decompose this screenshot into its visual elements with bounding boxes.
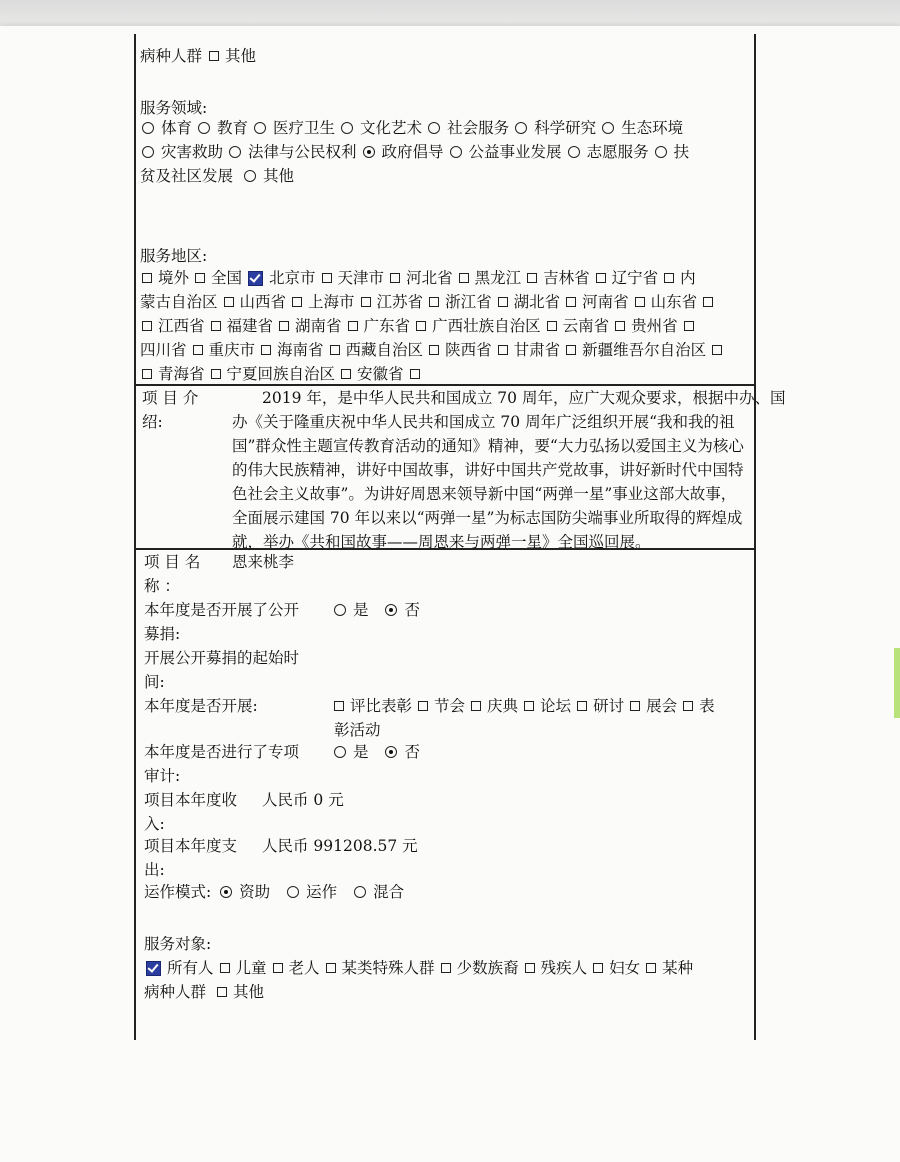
region-checkbox[interactable] <box>410 369 420 379</box>
region-label: 四川省 <box>140 341 187 359</box>
service-field-label: 贫及社区发展 <box>140 167 234 185</box>
region-label: 江苏省 <box>376 293 424 311</box>
region-checkbox[interactable] <box>142 321 152 331</box>
region-checkbox[interactable] <box>635 297 645 307</box>
service-field-radio[interactable] <box>655 146 667 158</box>
region-checkbox[interactable] <box>142 273 152 283</box>
service-regions-line-5 <box>140 362 426 386</box>
target-label: 某类特殊人群 <box>341 959 435 977</box>
public-no-label: 否 <box>404 601 420 619</box>
service-field-radio[interactable] <box>142 122 154 134</box>
service-field-radio[interactable] <box>254 122 266 134</box>
region-label: 湖南省 <box>295 317 342 335</box>
service-regions-line-3 <box>140 314 700 338</box>
service-targets-line-1 <box>144 956 693 980</box>
service-field-label: 文化艺术 <box>360 119 423 137</box>
region-checkbox[interactable] <box>142 369 152 379</box>
region-label: 河南省 <box>582 293 629 311</box>
region-label: 黑龙江 <box>474 269 522 287</box>
service-field-label: 教育 <box>217 119 249 137</box>
service-field-radio[interactable] <box>142 146 154 158</box>
region-label: 上海市 <box>308 293 355 311</box>
intro-line: 办《关于隆重庆祝中华人民共和国成立 70 周年广泛组织开展“我和我的祖 <box>232 413 735 431</box>
form-table <box>134 34 786 1040</box>
region-label: 辽宁省 <box>611 269 659 287</box>
region-checkbox[interactable] <box>684 321 694 331</box>
region-label: 新疆维吾尔自治区 <box>582 341 707 359</box>
project-name-value: 恩来桃李 <box>232 553 295 571</box>
service-regions-line-1 <box>140 266 696 290</box>
income-label-1: 项目本年度收 <box>144 791 238 809</box>
region-checkbox[interactable] <box>330 345 340 355</box>
public-yes-label: 是 <box>353 601 369 619</box>
public-fundraising-options <box>332 598 420 622</box>
service-field-radio[interactable] <box>341 122 353 134</box>
income-value: 人民币 0 元 <box>262 791 344 809</box>
project-name-label-2: 称 ： <box>144 577 180 595</box>
events-line2: 彰活动 <box>334 721 381 739</box>
region-checkbox[interactable] <box>566 297 576 307</box>
target-label: 某种 <box>662 959 694 977</box>
events-label: 本年度是否开展: <box>144 697 258 715</box>
region-checkbox[interactable] <box>664 273 674 283</box>
service-field-radio[interactable] <box>602 122 614 134</box>
region-checkbox[interactable] <box>211 369 221 379</box>
top-other-label: 其他 <box>224 47 256 65</box>
region-label: 山东省 <box>650 293 698 311</box>
intro-text <box>232 386 786 554</box>
target-other-checkbox[interactable] <box>217 987 227 997</box>
target-other-label: 其他 <box>232 983 264 1001</box>
service-field-label: 科学研究 <box>534 119 597 137</box>
service-field-label: 灾害救助 <box>161 143 224 161</box>
target-label: 所有人 <box>167 959 214 977</box>
service-field-radio[interactable] <box>244 170 256 182</box>
intro-line: 2019 年，是中华人民共和国成立 70 周年，应广大观众要求，根据中办、国 <box>262 389 786 407</box>
event-label: 论坛 <box>540 697 572 715</box>
public-no-radio[interactable] <box>385 604 397 616</box>
region-label: 福建省 <box>226 317 274 335</box>
service-field-radio[interactable] <box>229 146 241 158</box>
target-checkbox[interactable] <box>646 963 656 973</box>
region-label: 江西省 <box>158 317 205 335</box>
service-field-label: 政府倡导 <box>381 143 444 161</box>
audit-label-2: 审计: <box>144 767 181 785</box>
region-checkbox[interactable] <box>348 321 358 331</box>
region-checkbox[interactable] <box>429 297 439 307</box>
region-label: 境外 <box>158 269 190 287</box>
target-checkbox[interactable] <box>441 963 451 973</box>
service-field-radio[interactable] <box>568 146 580 158</box>
event-checkbox[interactable] <box>630 701 640 711</box>
other-checkbox[interactable] <box>209 51 219 61</box>
events-options <box>332 694 715 718</box>
operation-mode-label: 运作模式: <box>144 883 212 901</box>
region-checkbox[interactable] <box>596 273 606 283</box>
region-label: 天津市 <box>337 269 385 287</box>
service-field-label: 其他 <box>262 167 294 185</box>
region-label: 青海省 <box>158 365 205 383</box>
service-field-label: 医疗卫生 <box>273 119 336 137</box>
fundraising-start-label-1: 开展公开募捐的起始时 <box>144 649 300 667</box>
service-regions-title: 服务地区: <box>140 247 208 265</box>
mode-fund-radio[interactable] <box>220 886 232 898</box>
region-checkbox[interactable] <box>459 273 469 283</box>
region-checkbox[interactable] <box>416 321 426 331</box>
operation-mode-row <box>144 880 404 904</box>
region-checkbox[interactable] <box>615 321 625 331</box>
event-checkbox[interactable] <box>334 701 344 711</box>
region-checkbox[interactable] <box>712 345 722 355</box>
mode-operate-radio[interactable] <box>287 886 299 898</box>
region-label: 蒙古自治区 <box>140 293 218 311</box>
service-field-label: 法律与公民权利 <box>248 143 357 161</box>
region-label: 山西省 <box>239 293 287 311</box>
project-intro-row <box>136 386 786 551</box>
service-field-label: 生态环境 <box>621 119 684 137</box>
service-field-radio[interactable] <box>198 122 210 134</box>
region-checkbox[interactable] <box>292 297 302 307</box>
service-fields-line-2 <box>140 140 689 164</box>
event-checkbox[interactable] <box>524 701 534 711</box>
service-field-label: 志愿服务 <box>586 143 649 161</box>
region-checkbox[interactable] <box>195 273 205 283</box>
region-label: 浙江省 <box>445 293 492 311</box>
region-checkbox[interactable] <box>261 345 271 355</box>
project-name-label-1: 项 目 名 <box>144 553 201 571</box>
region-label: 内 <box>680 269 696 287</box>
region-label: 云南省 <box>562 317 610 335</box>
intro-line: 国”群众性主题宣传教育活动的通知》精神，要“大力弘扬以爱国主义为核心 <box>232 437 744 455</box>
mode-option-label: 资助 <box>239 883 271 901</box>
target-label: 妇女 <box>609 959 641 977</box>
service-regions-line-4 <box>140 338 728 362</box>
intro-line: 全面展示建国 70 年以来以“两弹一星”为标志国防尖端事业所取得的辉煌成 <box>232 509 743 527</box>
region-label: 广西壮族自治区 <box>432 317 541 335</box>
target-checkbox[interactable] <box>273 963 283 973</box>
target-label: 老人 <box>288 959 320 977</box>
target-label: 儿童 <box>235 959 267 977</box>
region-checkbox[interactable] <box>498 345 508 355</box>
region-label: 甘肃省 <box>513 341 561 359</box>
region-label: 河北省 <box>406 269 453 287</box>
region-label: 广东省 <box>363 317 411 335</box>
region-label: 陕西省 <box>445 341 492 359</box>
top-continuation-line <box>140 44 256 68</box>
region-checkbox[interactable] <box>527 273 537 283</box>
region-checkbox[interactable] <box>361 297 371 307</box>
service-targets-title: 服务对象: <box>144 935 212 953</box>
target-checkbox[interactable] <box>525 963 535 973</box>
region-label: 北京市 <box>269 269 316 287</box>
target-checkbox[interactable] <box>220 963 230 973</box>
target-label: 少数族裔 <box>456 959 519 977</box>
service-fields-line-1 <box>140 116 683 140</box>
audit-options <box>332 740 420 764</box>
target-label: 残疾人 <box>540 959 588 977</box>
region-label: 湖北省 <box>513 293 561 311</box>
region-checkbox[interactable] <box>566 345 576 355</box>
service-field-radio[interactable] <box>450 146 462 158</box>
region-label: 安徽省 <box>357 365 404 383</box>
mode-mixed-radio[interactable] <box>354 886 366 898</box>
event-label: 庆典 <box>487 697 519 715</box>
intro-label-line2: 绍: <box>142 413 163 431</box>
event-checkbox[interactable] <box>683 701 693 711</box>
intro-line: 的伟大民族精神，讲好中国故事，讲好中国共产党故事，讲好新时代中国特 <box>232 461 744 479</box>
fundraising-start-label-2: 间: <box>144 673 165 691</box>
region-label: 贵州省 <box>631 317 678 335</box>
service-field-radio[interactable] <box>363 146 375 158</box>
region-label: 西藏自治区 <box>345 341 424 359</box>
region-label: 重庆市 <box>208 341 256 359</box>
region-checkbox[interactable] <box>248 271 263 286</box>
intro-label-line1: 项 目 介 <box>142 389 199 407</box>
public-fundraising-label-1: 本年度是否开展了公开 <box>144 601 300 619</box>
target-checkbox[interactable] <box>326 963 336 973</box>
service-fields-title: 服务领域: <box>140 99 208 117</box>
expense-value: 人民币 991208.57 元 <box>262 837 418 855</box>
event-label: 评比表彰 <box>350 697 413 715</box>
service-fields-line-3 <box>140 164 294 188</box>
region-checkbox[interactable] <box>224 297 234 307</box>
service-field-radio[interactable] <box>428 122 440 134</box>
region-label: 吉林省 <box>543 269 590 287</box>
region-label: 海南省 <box>277 341 324 359</box>
region-checkbox[interactable] <box>279 321 289 331</box>
event-label: 节会 <box>434 697 466 715</box>
event-checkbox[interactable] <box>418 701 428 711</box>
event-checkbox[interactable] <box>577 701 587 711</box>
expense-label-2: 出: <box>144 861 165 879</box>
intro-line: 就，举办《共和国故事——周恩来与两弹一星》全国巡回展。 <box>232 533 651 551</box>
service-field-radio[interactable] <box>515 122 527 134</box>
service-field-label: 体育 <box>161 119 193 137</box>
audit-label-1: 本年度是否进行了专项 <box>144 743 300 761</box>
region-checkbox[interactable] <box>498 297 508 307</box>
row-divider <box>136 548 754 550</box>
region-label: 全国 <box>211 269 243 287</box>
public-fundraising-label-2: 募捐: <box>144 625 181 643</box>
audit-no-label: 否 <box>404 743 420 761</box>
target-checkbox[interactable] <box>146 961 161 976</box>
public-yes-radio[interactable] <box>334 604 346 616</box>
region-checkbox[interactable] <box>193 345 203 355</box>
event-label: 展会 <box>646 697 678 715</box>
service-field-label: 公益事业发展 <box>468 143 562 161</box>
target-label: 病种人群 <box>144 983 207 1001</box>
region-label: 宁夏回族自治区 <box>226 365 336 383</box>
expense-label-1: 项目本年度支 <box>144 837 238 855</box>
region-checkbox[interactable] <box>322 273 332 283</box>
audit-yes-label: 是 <box>353 743 369 761</box>
mode-option-label: 混合 <box>373 883 405 901</box>
event-label: 研讨 <box>593 697 625 715</box>
service-field-label: 扶 <box>673 143 690 161</box>
region-checkbox[interactable] <box>211 321 221 331</box>
income-label-2: 入: <box>144 815 165 833</box>
service-targets-line-2 <box>144 980 264 1004</box>
region-checkbox[interactable] <box>390 273 400 283</box>
top-text: 病种人群 <box>140 47 203 65</box>
region-checkbox[interactable] <box>429 345 439 355</box>
mode-option-label: 运作 <box>306 883 338 901</box>
audit-yes-radio[interactable] <box>334 746 346 758</box>
audit-no-radio[interactable] <box>385 746 397 758</box>
intro-line: 色社会主义故事”。为讲好周恩来领导新中国“两弹一星”事业这部大故事， <box>232 485 737 503</box>
target-checkbox[interactable] <box>593 963 603 973</box>
region-checkbox[interactable] <box>703 297 713 307</box>
region-checkbox[interactable] <box>547 321 557 331</box>
service-field-label: 社会服务 <box>447 119 510 137</box>
edge-marker <box>894 648 900 718</box>
service-regions-line-2 <box>140 290 719 314</box>
event-checkbox[interactable] <box>471 701 481 711</box>
region-checkbox[interactable] <box>341 369 351 379</box>
event-label: 表 <box>699 697 715 715</box>
